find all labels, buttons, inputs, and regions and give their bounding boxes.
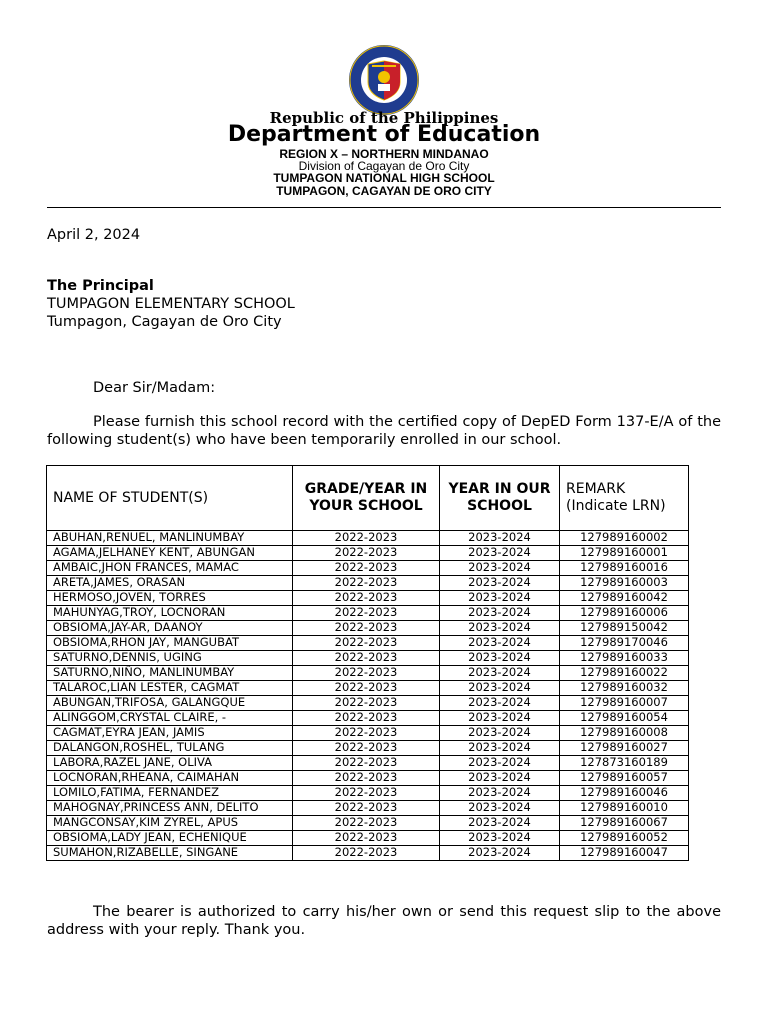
republic-title: Republic of the Philippines — [269, 109, 499, 127]
grade-year-cell: 2022-2023 — [293, 681, 440, 696]
closing-paragraph: The bearer is authorized to carry his/her own or send this request slip to the above address with your reply. Thank you. — [47, 904, 721, 938]
table-row — [47, 831, 689, 846]
school-year-cell: 2023-2024 — [440, 651, 560, 666]
school-year-cell: 2023-2024 — [440, 696, 560, 711]
division-line: Division of Cagayan de Oro City — [298, 159, 470, 173]
lrn-cell: 127989160047 — [560, 846, 689, 861]
school-year-cell: 2023-2024 — [440, 786, 560, 801]
student-name-cell: SATURNO,NIÑO, MANLINUMBAY — [47, 666, 293, 681]
lrn-cell: 127989160054 — [560, 711, 689, 726]
table-row — [47, 621, 689, 636]
school-year-cell: 2023-2024 — [440, 756, 560, 771]
student-name-cell: ALINGGOM,CRYSTAL CLAIRE, - — [47, 711, 293, 726]
table-row — [47, 801, 689, 816]
student-name-cell: DALANGON,ROSHEL, TULANG — [47, 741, 293, 756]
student-name-cell: LOMILO,FATIMA, FERNANDEZ — [47, 786, 293, 801]
lrn-cell: 127989160022 — [560, 666, 689, 681]
school-year-cell: 2023-2024 — [440, 711, 560, 726]
grade-year-cell: 2022-2023 — [293, 846, 440, 861]
grade-year-cell: 2022-2023 — [293, 591, 440, 606]
student-name-cell: AMBAIC,JHON FRANCES, MAMAC — [47, 561, 293, 576]
table-row — [47, 741, 689, 756]
table-row — [47, 636, 689, 651]
grade-year-cell: 2022-2023 — [293, 831, 440, 846]
grade-year-cell: 2022-2023 — [293, 786, 440, 801]
grade-year-cell: 2022-2023 — [293, 726, 440, 741]
recipient-school: TUMPAGON ELEMENTARY SCHOOL — [47, 296, 295, 312]
student-name-cell: AGAMA,JELHANEY KENT, ABUNGAN — [47, 546, 293, 561]
department-title: Department of Education — [227, 122, 541, 147]
grade-year-cell: 2022-2023 — [293, 561, 440, 576]
grade-year-cell: 2022-2023 — [293, 576, 440, 591]
school-year-cell: 2023-2024 — [440, 801, 560, 816]
table-header-row — [47, 466, 689, 531]
school-year-cell: 2023-2024 — [440, 591, 560, 606]
lrn-cell: 127989160016 — [560, 561, 689, 576]
lrn-cell: 127989160007 — [560, 696, 689, 711]
table-row — [47, 726, 689, 741]
lrn-cell: 127989170046 — [560, 636, 689, 651]
recipient-title: The Principal — [47, 278, 154, 294]
table-row — [47, 576, 689, 591]
school-year-cell: 2023-2024 — [440, 726, 560, 741]
table-row — [47, 786, 689, 801]
school-year-cell: 2023-2024 — [440, 621, 560, 636]
table-row — [47, 651, 689, 666]
student-records-table — [46, 465, 689, 861]
student-name-cell: MAHUNYAG,TROY, LOCNORAN — [47, 606, 293, 621]
table-row — [47, 531, 689, 546]
table-row — [47, 546, 689, 561]
deped-seal-logo — [348, 44, 420, 116]
lrn-cell: 127989160042 — [560, 591, 689, 606]
school-year-cell: 2023-2024 — [440, 531, 560, 546]
student-name-cell: ABUHAN,RENUEL, MANLINUMBAY — [47, 531, 293, 546]
table-row — [47, 561, 689, 576]
table-row — [47, 666, 689, 681]
school-year-cell: 2023-2024 — [440, 741, 560, 756]
grade-year-cell: 2022-2023 — [293, 606, 440, 621]
lrn-cell: 127989160033 — [560, 651, 689, 666]
lrn-cell: 127989160067 — [560, 816, 689, 831]
table-row — [47, 816, 689, 831]
grade-year-cell: 2022-2023 — [293, 801, 440, 816]
student-name-cell: MAHOGNAY,PRINCESS ANN, DELITO — [47, 801, 293, 816]
header-year-our-school: YEAR IN OUR SCHOOL — [440, 466, 560, 531]
school-year-cell: 2023-2024 — [440, 546, 560, 561]
school-address-line: TUMPAGON, CAGAYAN DE ORO CITY — [276, 184, 492, 198]
table-row — [47, 846, 689, 861]
lrn-cell: 127989160008 — [560, 726, 689, 741]
student-name-cell: CAGMAT,EYRA JEAN, JAMIS — [47, 726, 293, 741]
grade-year-cell: 2022-2023 — [293, 816, 440, 831]
school-year-cell: 2023-2024 — [440, 846, 560, 861]
student-name-cell: OBSIOMA,JAY-AR, DAANOY — [47, 621, 293, 636]
region-line: REGION X – NORTHERN MINDANAO — [279, 147, 489, 161]
school-year-cell: 2023-2024 — [440, 636, 560, 651]
school-name-line: TUMPAGON NATIONAL HIGH SCHOOL — [273, 171, 495, 185]
student-name-cell: ARETA,JAMES, ORASAN — [47, 576, 293, 591]
table-row — [47, 696, 689, 711]
student-name-cell: LABORA,RAZEL JANE, OLIVA — [47, 756, 293, 771]
header-student-name: NAME OF STUDENT(S) — [47, 466, 293, 531]
table-body — [47, 531, 689, 861]
lrn-cell: 127989160027 — [560, 741, 689, 756]
school-year-cell: 2023-2024 — [440, 606, 560, 621]
lrn-cell: 127873160189 — [560, 756, 689, 771]
student-name-cell: LOCNORAN,RHEANA, CAIMAHAN — [47, 771, 293, 786]
lrn-cell: 127989160010 — [560, 801, 689, 816]
grade-year-cell: 2022-2023 — [293, 771, 440, 786]
lrn-cell: 127989160002 — [560, 531, 689, 546]
school-year-cell: 2023-2024 — [440, 771, 560, 786]
grade-year-cell: 2022-2023 — [293, 636, 440, 651]
grade-year-cell: 2022-2023 — [293, 666, 440, 681]
student-name-cell: SATURNO,DENNIS, UGING — [47, 651, 293, 666]
header-grade-year: GRADE/YEAR IN YOUR SCHOOL — [293, 466, 440, 531]
lrn-cell: 127989160032 — [560, 681, 689, 696]
lrn-cell: 127989160003 — [560, 576, 689, 591]
header-remark: REMARK (Indicate LRN) — [560, 466, 689, 531]
school-year-cell: 2023-2024 — [440, 831, 560, 846]
student-name-cell: SUMAHON,RIZABELLE, SINGANE — [47, 846, 293, 861]
grade-year-cell: 2022-2023 — [293, 696, 440, 711]
table-row — [47, 711, 689, 726]
body-paragraph: Please furnish this school record with the certified copy of DepED Form 137-E/A of the following student(s) who have been temporarily enrolled in our school. — [47, 414, 721, 448]
letter-date: April 2, 2024 — [47, 227, 141, 243]
salutation: Dear Sir/Madam: — [93, 380, 216, 396]
school-year-cell: 2023-2024 — [440, 576, 560, 591]
lrn-cell: 127989160057 — [560, 771, 689, 786]
grade-year-cell: 2022-2023 — [293, 741, 440, 756]
table-row — [47, 771, 689, 786]
grade-year-cell: 2022-2023 — [293, 546, 440, 561]
grade-year-cell: 2022-2023 — [293, 651, 440, 666]
student-name-cell: OBSIOMA,RHON JAY, MANGUBAT — [47, 636, 293, 651]
lrn-cell: 127989150042 — [560, 621, 689, 636]
grade-year-cell: 2022-2023 — [293, 756, 440, 771]
school-year-cell: 2023-2024 — [440, 666, 560, 681]
lrn-cell: 127989160001 — [560, 546, 689, 561]
lrn-cell: 127989160006 — [560, 606, 689, 621]
student-name-cell: OBSIOMA,LADY JEAN, ECHENIQUE — [47, 831, 293, 846]
lrn-cell: 127989160052 — [560, 831, 689, 846]
student-name-cell: MANGCONSAY,KIM ZYREL, APUS — [47, 816, 293, 831]
grade-year-cell: 2022-2023 — [293, 711, 440, 726]
table-row — [47, 681, 689, 696]
table-row — [47, 756, 689, 771]
school-year-cell: 2023-2024 — [440, 816, 560, 831]
lrn-cell: 127989160046 — [560, 786, 689, 801]
student-name-cell: ABUNGAN,TRIFOSA, GALANGQUE — [47, 696, 293, 711]
grade-year-cell: 2022-2023 — [293, 621, 440, 636]
school-year-cell: 2023-2024 — [440, 681, 560, 696]
grade-year-cell: 2022-2023 — [293, 531, 440, 546]
table-row — [47, 591, 689, 606]
recipient-address: Tumpagon, Cagayan de Oro City — [47, 314, 282, 330]
student-name-cell: HERMOSO,JOVEN, TORRES — [47, 591, 293, 606]
table-row — [47, 606, 689, 621]
student-name-cell: TALAROC,LIAN LESTER, CAGMAT — [47, 681, 293, 696]
header-divider — [47, 207, 721, 208]
school-year-cell: 2023-2024 — [440, 561, 560, 576]
